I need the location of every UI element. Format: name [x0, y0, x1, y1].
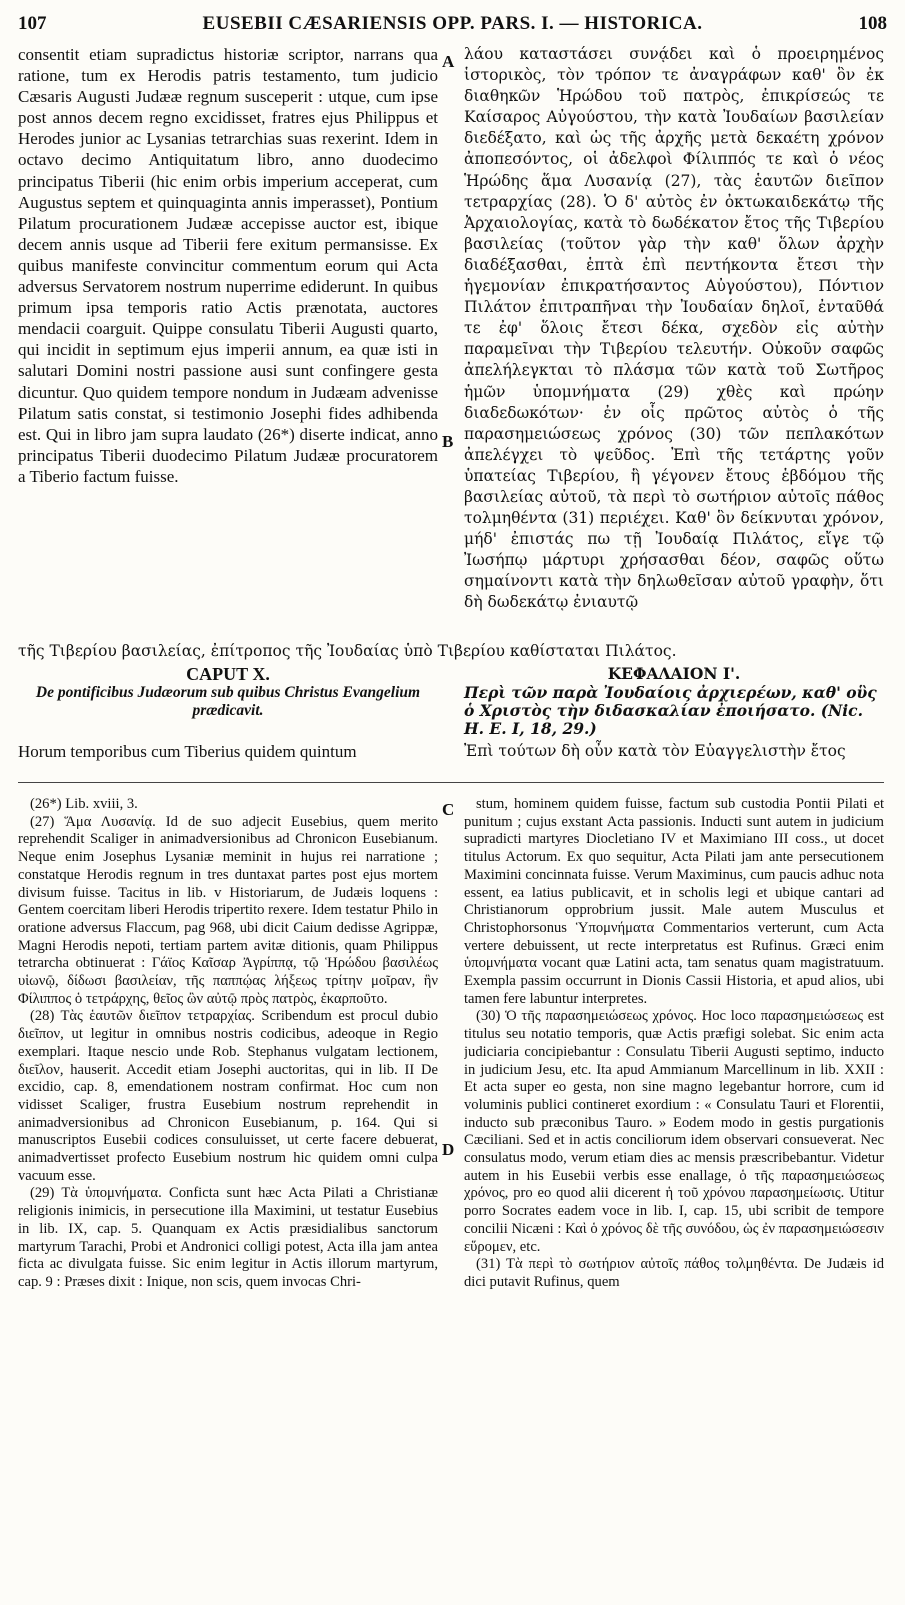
- page-header: [18, 10, 887, 38]
- footnote: stum, hominem quidem fuisse, factum sub custodia Pontii Pilati et punitum ; cujus exstant Acta passionis. Inducti sunt autem in judicium supradicti martyres Diocletiano IV et Maximiano III coss., ut docet titulus Actorum. Ex quo sequitur, Acta Pilati jam ante persecutionem Maximini concinnata fuisse. Verum Maximinus, cum paucis adhuc nota essent, ea latius publicavit, et in scholis legi et ubique cantari ad Christianorum opprobrium jussit. Male autem Musculus et Christophorsonus Ὑπομνήματα Commentarios verterunt, cum Acta vertere debuissent, ut recte interpretatus est Rufinus. Græci enim ὑπομνήματα vocant quæ Latini acta, tam senatus quam magistratuum. Exempla passim occurrunt in Dionis Cassii Historia, et apud alios, ubi tamen fere labuntur interpretes.: [464, 796, 884, 1007]
- margin-marker-b: B: [442, 432, 454, 451]
- chapter-heading-latin: [18, 664, 438, 720]
- footnotes-left-column: [18, 796, 438, 1596]
- right-page-number: 108: [858, 13, 887, 34]
- latin-text-column: [18, 44, 438, 650]
- greek-full-width-line: τῆς Τιβερίου βασιλείας, ἐπίτροπος τῆς Ἰουδαίας ὑπὸ Τιβερίου καθίσταται Πιλάτος.: [18, 642, 677, 660]
- latin-intro-line: Horum temporibus cum Tiberius quidem quintum: [18, 742, 357, 761]
- kephalaion-subtitle: Περὶ τῶν παρὰ Ἰουδαίοις ἀρχιερέων, καθ' οὓς ὁ Χριστὸς τὴν διδασκαλίαν ἐποιήσατο. (Nic. H. E. I, 18, 29.): [464, 683, 877, 738]
- footnote: (26*) Lib. xviii, 3.: [30, 796, 138, 812]
- caput-subtitle: De pontificibus Judæorum sub quibus Christus Evangelium prædicavit.: [35, 684, 421, 719]
- footnote: (28) Τὰς ἑαυτῶν διεῖπον τετραρχίας. Scribendum est procul dubio διεῖπον, ut legitur in omnibus nostris codicibus, adeoque in Regio exemplari. Itaque nescio unde Rob. Stephanus vulgatam lectionem, διεῖλον, hauserit. Accedit etiam Josephi auctoritas, qui in lib. II De excidio, cap. 8, emendationem nostram confirmat. Hoc cum non vidisset Scaliger, frustra Eusebium nostrum reprehendit in animadversionibus ad Chronicon Eusebianum, p. 164. Qui si manuscriptos Eusebii codices consuluisset, ut certe facere debuerat, animadvertisset profecto Eusebium nostrum hic quidem omni culpa vacuum esse.: [18, 1008, 438, 1184]
- running-title: EUSEBII CÆSARIENSIS OPP. PARS. I. — HISTORICA.: [202, 13, 703, 34]
- greek-text-column: [464, 44, 884, 650]
- notes-divider: [18, 782, 884, 783]
- kephalaion-title: ΚΕΦΑΛΑΙΟΝ Ι'.: [607, 664, 741, 683]
- chapter-heading-greek: [464, 664, 884, 738]
- left-page-number: 107: [18, 13, 47, 34]
- footnotes-right-column: [464, 796, 884, 1596]
- margin-marker-a: A: [442, 52, 455, 71]
- caput-title: CAPUT X.: [186, 664, 270, 684]
- footnote: (31) Τὰ περὶ τὸ σωτήριον αὐτοῖς πάθος τολμηθέντα. De Judæis id dici putavit Rufinus, quem: [464, 1256, 884, 1290]
- latin-paragraph: consentit etiam supradictus historiæ scriptor, narrans qua ratione, tum ex Herodis patris testamento, tum judicio Cæsaris Augusti Judææ regnum susceperit : utque, cum ipse post annos decem regno excidisset, fratres ejus Philippus et Herodes junior ac Lysanias tetrarchias suas rexerint. Idem in octavo decimo Antiquitatum libro, anno duodecimo principatus Tiberii (hic enim orbis imperium acceperat, cum Augustus septem et quinquaginta annis imperasset), Pontium Pilatum procurationem Judææ accepisse auctor est, ibique decem annis usque ad Tiberii fere exitum permansisse. Ex quibus manifeste convincitur commentum eorum qui Acta adversus Servatorem nostrum nuperrime ediderunt. In quibus primum ipsa temporis ratio Actis prænotata, auctores mendacii coarguit. Quippe consulatu Tiberii Augusti quarto, qui incidit in septimum ejus imperii annum, ea quæ isti in salutari Domini nostri passione ausi sunt confingere gesta dicuntur. Quo quidem tempore nondum in Judæam advenisse Pilatum satis constat, si testimonio Josephi fides adhibenda est. Qui in libro jam supra laudato (26*) diserte indicat, anno principatus Tiberii duodecimo Pilatum Judææ procuratorem a Tiberio factum fuisse.: [18, 45, 438, 486]
- margin-marker-d: D: [442, 1140, 455, 1159]
- footnote: (27) Ἅμα Λυσανίᾳ. Id de suo adjecit Eusebius, quem merito reprehendit Scaliger in animadversionibus ad Chronicon Eusebianum. Neque enim Josephus Lysaniæ meminit in hujus rei narratione ; constatque Herodis regnum in tres duntaxat partes post ejus mortem divisum fuisse. Tacitus in lib. v Historiarum, de Judæis loquens : Gentem coercitam liberi Herodis tripertito rexere. Idem testatur Philo in oratione adversus Flaccum, pag 968, ubi dicit Caium dedisse Agrippæ, Magni Herodis nepoti, tertiam partem avitæ ditionis, quam Philippus tetrarcha obtinuerat : Γάϊος Καῖσαρ Ἀγρίππᾳ, τῷ Ἡρώδου βασιλέως υἱωνῷ, δίδωσι βασιλείαν, τῆς παππῴας λήξεως τρίτην μοῖραν, ἣν Φίλιππος ὁ τετράρχης, θεῖος ὢν αὐτῷ πρὸς πατρὸς, ἐκαρποῦτο.: [18, 813, 438, 1007]
- footnote: (29) Τὰ ὑπομνήματα. Conficta sunt hæc Acta Pilati a Christianæ religionis inimicis, in persecutione illa Maximini, ut testatur Eusebius in lib. IX, cap. 5. Quanquam ex Actis præsidialibus sanctorum martyrum Tarachi, Probi et Andronici colligi potest, Acta illa jam antea ficta ac divulgata fuisse. Sic enim legitur in Actis illorum martyrum, cap. 9 : Præses dixit : Inique, non scis, quem invocas Chri-: [18, 1185, 438, 1290]
- greek-paragraph: λάου καταστάσει συνᾴδει καὶ ὁ προειρημένος ἱστορικὸς, τὸν τρόπον τε ἀναγράφων καθ' ὃν ἐκ διαθηκῶν Ἡρώδου τοῦ πατρὸς, ἐπικρίσεώς τε Καίσαρος Αὐγούστου, τὴν κατὰ Ἰουδαίων βασιλείαν διεδέξατο, καὶ ὡς τῆς ἀρχῆς μετὰ δεκαέτη χρόνον ἀποπεσόντος, οἱ ἀδελφοὶ Φίλιππός τε καὶ ὁ νέος Ἡρώδης ἅμα Λυσανίᾳ (27), τὰς ἑαυτῶν διεῖπον τετραρχίας (28). Ὁ δ' αὐτὸς ἐν ὀκτωκαιδεκάτῳ τῆς Ἀρχαιολογίας, κατὰ τὸ δωδέκατον ἔτος τῆς Τιβερίου βασιλείας (τοῦτον γὰρ τὴν καθ' ὅλων ἀρχὴν διαδέξασθαι, ἑπτὰ ἐπὶ πεντήκοντα ἔτεσι τὴν ἡγεμονίαν ἐπικρατήσαντος Αὐγούστου), Πόντιον Πιλάτον ἐπιτραπῆναι τὴν Ἰουδαίαν δηλοῖ, ἐνταῦθά τε ἐφ' ὅλοις ἔτεσι δέκα, σχεδὸν εἰς αὐτὴν παραμεῖναι τὴν Τιβερίου τελευτήν. Οὐκοῦν σαφῶς ἀπελήλεγκται τὸ πλάσμα τῶν κατὰ τοῦ Σωτῆρος ἡμῶν ὑπομνήματα (29) χθὲς καὶ πρώην διαδεδωκότων· ἐν οἷς πρῶτος αὐτὸς ὁ τῆς παρασημειώσεως χρόνος (30) τῶν πεπλακότων ἀπελέγχει τὸ ψεῦδος. Ἐπὶ τῆς τετάρτης γοῦν ὑπατείας Τιβερίου, ἣ γέγονεν ἔτους ἑβδόμου τῆς βασιλείας αὐτοῦ, τὰ περὶ τὸ σωτήριον αὐτοῖς πάθος τολμηθέντα (31) περιέχει. Καθ' ὃν δείκνυται χρόνον, μήδ' ἐπιστάς πω τῇ Ἰουδαίᾳ Πιλάτος, εἴγε τῷ Ἰωσήπῳ μάρτυρι χρήσασθαι δέον, σαφῶς οὕτω σημαίνοντι κατὰ τὴν δηλωθεῖσαν αὐτοῦ γραφὴν, ὅτι δὴ δωδεκάτῳ ἐνιαυτῷ: [464, 45, 884, 612]
- margin-marker-c: C: [442, 800, 455, 819]
- greek-intro-line: Ἐπὶ τούτων δὴ οὖν κατὰ τὸν Εὐαγγελιστὴν ἔτος: [464, 742, 846, 760]
- footnote: (30) Ὁ τῆς παρασημειώσεως χρόνος. Hoc loco παρασημειώσεως est titulus seu notatio temporis, quæ Actis præfigi solebat. Sic enim acta judiciaria concipiebantur : Consulatu Tiberii Augusti septimo, inducto in judicium Jesu, etc. Ita apud Ammianum Marcellinum in lib. XXII : Et acta super eo gesta, non sine magno legebantur horrore, cum id voluminis publici contineret exordium : « Consulatu Tauri et Florentii, inducto sub præconibus Tauro. » Eodem modo in gestis purgationis Cæciliani. Sed et in actis conciliorum idem observari consueverat. Nec consulatus modo, verum etiam dies ac mensis præscribebantur. Videtur autem in his Eusebii verbis esse enallage, ὁ τῆς παρασημειώσεως χρόνος, pro eo quod alii dicerent ἡ τοῦ χρόνου παρασημείωσις. Utitur porro Socrates eadem voce in lib. I, cap. 15, ubi scribit de tempore concilii Nicæni : Καὶ ὁ χρόνος δὲ τῆς συνόδου, ὡς ἐν παρασημειώσεσιν εὕρομεν, etc.: [464, 1008, 884, 1255]
